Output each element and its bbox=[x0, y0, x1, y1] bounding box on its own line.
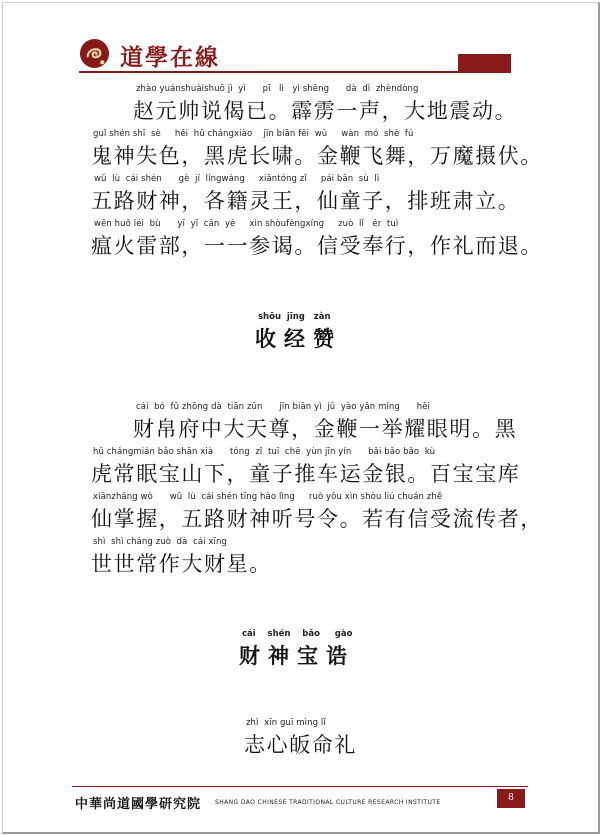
text-line: 鬼神失色，黑虎长啸。金鞭飞舞，万魔摄伏。 bbox=[91, 144, 543, 168]
header-accent-block bbox=[458, 54, 511, 71]
footer-org-cn: 中華尚道國學研究院 bbox=[75, 797, 202, 812]
pinyin-line: cái bó fǔ zhōng dà tiān zūn jīn biān yì jǔ yào yǎn míng hēi bbox=[136, 402, 431, 412]
header-rule bbox=[79, 71, 511, 73]
page-number-badge: 8 bbox=[497, 789, 525, 808]
section-heading: 财神宝诰 bbox=[239, 644, 355, 668]
pinyin-line: hǔ chángmián bǎo shān xià tóng zǐ tuī chē yùn jīn yín bǎi bǎo bǎo kù bbox=[93, 447, 436, 457]
section-heading: 收经赞 bbox=[255, 327, 342, 351]
heading-pinyin: shōu jīng zàn bbox=[258, 312, 331, 322]
heading-pinyin: cái shén bǎo gào bbox=[242, 629, 353, 639]
footer-org-en: SHANG DAO CHINESE TRADITIONAL CULTURE RESEARCH INSTITUTE bbox=[215, 799, 441, 806]
pinyin-line: wǔ lù cái shén gè jí língwáng xiāntóng zǐ pái bān sù lì bbox=[94, 174, 380, 184]
page-header bbox=[79, 38, 511, 74]
pinyin-line: zhì xīn guī mìng lǐ bbox=[246, 718, 326, 728]
text-line: 五路财神，各籍灵王，仙童子，排班肃立。 bbox=[91, 189, 521, 213]
text-line: 仙掌握，五路财神听号令。若有信受流传者， bbox=[91, 507, 543, 531]
text-line: 世世常作大财星。 bbox=[91, 552, 272, 576]
text-line: 财帛府中大天尊，金鞭一举耀眼明。黑 bbox=[133, 417, 518, 441]
pinyin-line: wēn huǒ léi bù yī yī cān yè xìn shòufèngxíng zuò lǐ ér tuì bbox=[94, 219, 399, 229]
footer-rule bbox=[72, 786, 528, 787]
header-title: 道學在線 bbox=[120, 44, 220, 71]
text-line: 虎常眠宝山下，童子推车运金银。百宝宝库 bbox=[91, 462, 521, 486]
pinyin-line: xiānzhǎng wò wǔ lù cái shén tīng hào lìng ruò yǒu xìn shòu liú chuán zhě bbox=[93, 492, 443, 502]
pinyin-line: zhào yuánshuàishuō jì yì pī lì yì shēng dà dì zhèndòng bbox=[136, 84, 419, 94]
pinyin-line: shì shì cháng zuò dà cái xīng bbox=[93, 537, 227, 547]
text-line: 赵元帅说偈已。霹雳一声，大地震动。 bbox=[133, 99, 518, 123]
invocation-line: 志心皈命礼 bbox=[244, 733, 357, 757]
red-swirl-seal-icon bbox=[79, 38, 110, 69]
text-line: 瘟火雷部，一一参谒。信受奉行，作礼而退。 bbox=[91, 234, 543, 258]
pinyin-line: guǐ shén shī sè hēi hǔ chángxiào jīn biān fēi wǔ wàn mó shè fú bbox=[93, 129, 414, 139]
